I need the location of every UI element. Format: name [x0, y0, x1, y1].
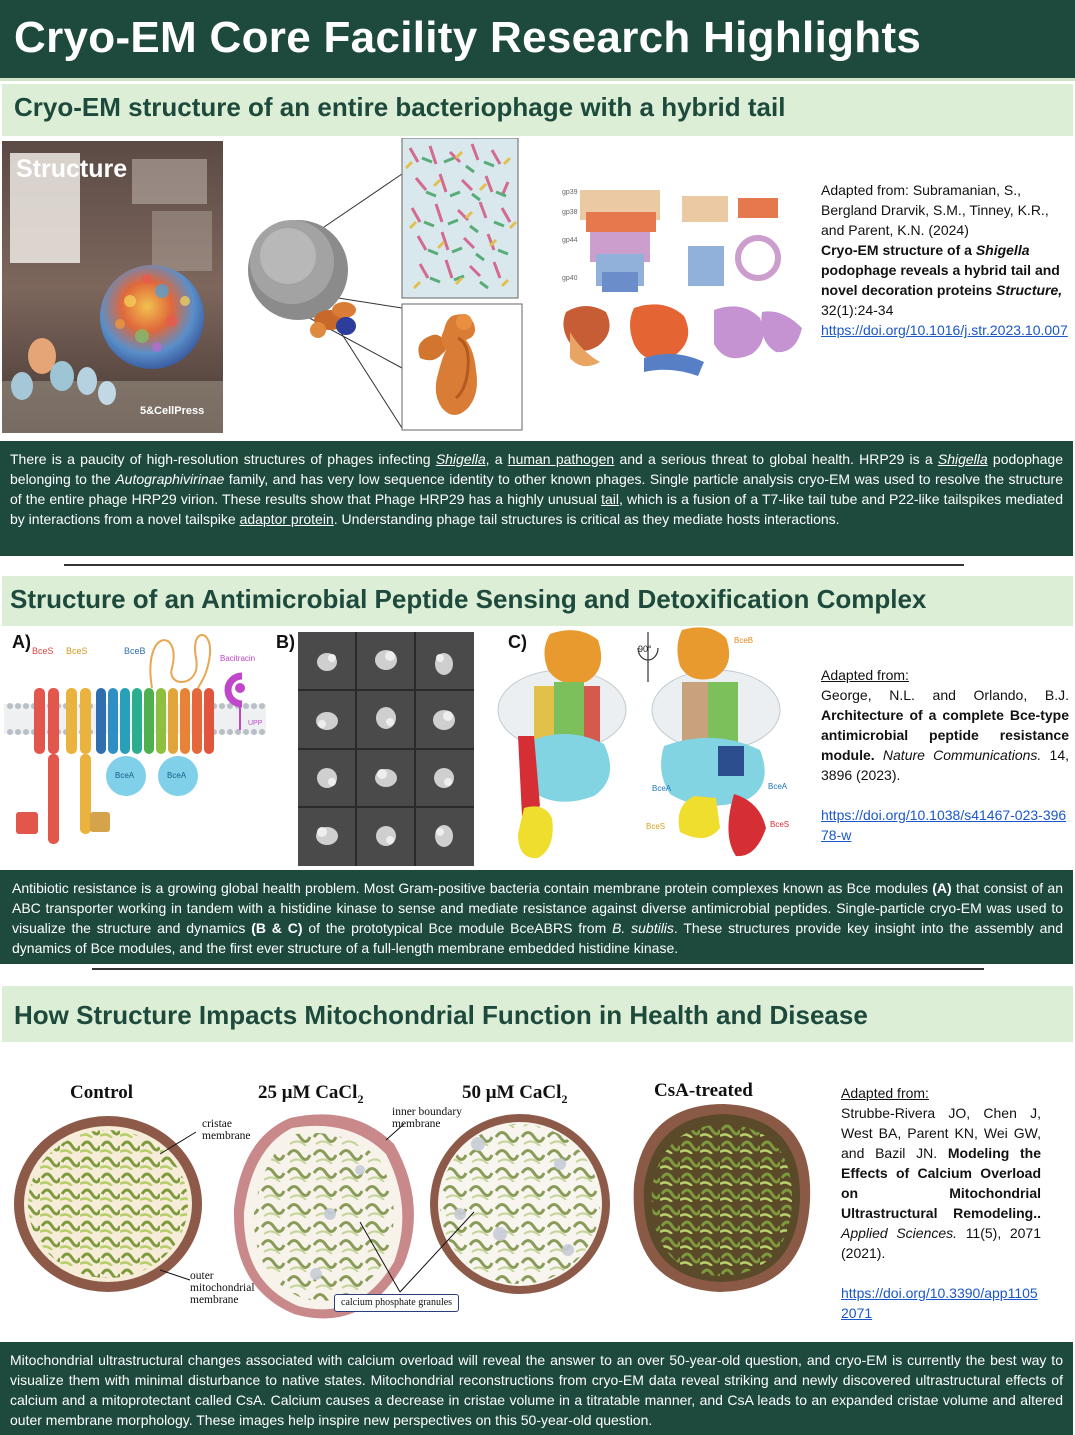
bces-label: BceS [32, 646, 54, 656]
inner-boundary-membrane-label: inner boundary membrane [392, 1106, 462, 1130]
tail-structure-panels [562, 182, 807, 380]
bceb-label: BceB [124, 646, 146, 656]
section-1-citation [821, 180, 1069, 340]
summary-1-text: family, and has very low sequence identity to other known phages. Single particle analysis cryo-EM was used to resolve the structure of the entire phage HRP29 virion. These results show that Phage HRP29 has a highly unusual [10, 471, 1063, 507]
section-2-header [2, 576, 1073, 626]
panel-a-label: A) [12, 632, 31, 652]
model-bceb-label: BceB [734, 636, 754, 645]
summary-1-shigella: Shigella [937, 451, 988, 467]
citation-3-volume: 11(5), 2071 (2021). [841, 1225, 1041, 1261]
summary-1-text: and a serious threat to global health. HRP29 is a [614, 451, 938, 467]
section-1-summary-box [0, 441, 1073, 556]
cacl50-text: 50 μM CaCl [462, 1082, 562, 1103]
summary-1-text: podophage belonging to the [10, 451, 1064, 487]
section-2-citation [821, 665, 1069, 845]
mitochondria-figure [0, 1074, 820, 1330]
summary-1-text: , which is a fusion of a T7-like tail tube and P22-like tailspikes mediated by interactions from a novel tailspike [10, 491, 1063, 527]
panel-c-label: C) [508, 632, 527, 652]
bacitracin-label: Bacitracin [220, 654, 256, 663]
citation-3-title: Modeling the Effects of Calcium Overload on Mitochondrial Ultrastructural Remodeling.. [841, 1145, 1042, 1221]
csa-treated-label: CsA-treated [654, 1080, 753, 1101]
summary-2-panel-ref: (A) [932, 880, 952, 896]
summary-2-text: . These structures provide key insight into the assembly and dynamics of Bce modules, and the first ever structure of a full-length membrane embedded histidine kinase. [12, 920, 1063, 956]
section-3-citation [841, 1083, 1041, 1323]
cryo-em-2d-classes [298, 632, 474, 866]
poster-title: Cryo-EM Core Facility Research Highlights [14, 13, 922, 62]
summary-2-text: Antibiotic resistance is a growing global health problem. Most Gram-positive bacteria contain membrane protein complexes known as Bce modules [12, 880, 933, 896]
model-bcea-label: BceA [652, 784, 672, 793]
citation-2-authors: George, N.L. and Orlando, B.J. [821, 687, 1069, 703]
bces-label: BceS [66, 646, 88, 656]
summary-1-text: . Understanding phage tail structures is critical as they mediate hosts interactions. [333, 511, 840, 527]
citation-1-title-italic: Shigella [975, 242, 1030, 258]
summary-2-species: B. subtilis [612, 920, 674, 936]
citation-1-title-a: Cryo-EM structure of a [821, 242, 976, 258]
citation-1-title-b: podophage reveals a hybrid tail and novel decoration proteins [821, 262, 1060, 298]
bcea-label: BceA [115, 771, 135, 780]
section-3-summary-box [0, 1342, 1073, 1435]
panel-b-label: B) [276, 632, 295, 652]
structure-journal-cover [2, 141, 223, 433]
citation-1-prefix: Adapted from: Subramanian, S., Bergland Drarvik, S.M., Tinney, K.R., and Parent, K.N. (2024) [821, 182, 1049, 238]
summary-1-shigella: Shigella [435, 451, 486, 467]
section-3-heading: How Structure Impacts Mitochondrial Function in Health and Disease [14, 1000, 868, 1030]
citation-1-doi-link[interactable]: https://doi.org/10.1016/j.str.2023.10.007 [821, 322, 1068, 338]
summary-1-text: There is a paucity of high-resolution structures of phages infecting [10, 451, 436, 467]
top-banner [0, 0, 1075, 81]
svg-text:gp44: gp44 [562, 237, 578, 244]
citation-1-journal: Structure, [996, 282, 1063, 298]
journal-cover-image [2, 141, 223, 433]
cacl25-text: 25 μM CaCl [258, 1082, 358, 1103]
summary-1-text: , a [485, 451, 508, 467]
citation-2-label: Adapted from: [821, 667, 909, 683]
section-1-header [2, 84, 1073, 136]
bce-membrane-schematic [4, 626, 266, 866]
citation-2-volume: 14, 3896 (2023). [821, 747, 1070, 783]
summary-2-text: that consist of an ABC transporter working in tandem with a histidine kinase to sense and mediate resistance against diverse antimicrobial peptides. Single-particle cryo-EM was used to visualize the structure and dynamics [12, 880, 1063, 936]
summary-1-tail: tail [601, 491, 619, 507]
summary-3-text: Mitochondrial ultrastructural changes associated with calcium overload will reveal the answer to an over 50-year-old question, and cryo-EM is currently the best way to visualize them with minimal disturbance to native states. Mitochondrial reconstructions from cryo-EM data reveal striking and newly discovered ultrastructural effects of calcium and a mitoprotectant called CsA. Calcium causes a decrease in cristae volume in a titratable manner, and CsA leads to an expanded cristae volume and altered outer membrane morphology. These images help inspire new perspectives on this 50-year-old question. [10, 1352, 1063, 1428]
bce-models-graphic [494, 626, 800, 870]
outer-membrane-label: outer mitochondrial membrane [190, 1270, 255, 1306]
section-divider [92, 968, 984, 970]
class-averages-graphic [298, 632, 474, 866]
cristae-membrane-label: cristae membrane [202, 1118, 251, 1142]
citation-2-doi-link[interactable]: https://doi.org/10.1038/s41467-023-39678-w [821, 807, 1067, 843]
summary-2-panel-ref: (B & C) [251, 920, 303, 936]
citation-3-journal: Applied Sciences. [841, 1225, 958, 1241]
upp-label: UPP [248, 720, 263, 727]
citation-3-authors: Strubbe-Rivera JO, Chen J, West BA, Parent KN, Wei GW, and Bazil JN. [841, 1105, 1041, 1161]
citation-3-label: Adapted from: [841, 1085, 929, 1101]
bce-cryo-em-models [494, 626, 800, 870]
cacl50-subscript: 2 [561, 1091, 568, 1106]
section-1-heading: Cryo-EM structure of an entire bacteriophage with a hybrid tail [14, 92, 786, 122]
phage-structure-figure [240, 138, 530, 433]
control-label: Control [70, 1082, 133, 1103]
citation-2-title: Architecture of a complete Bce-type antimicrobial peptide resistance module. [821, 707, 1069, 763]
section-2-summary-box [0, 870, 1073, 964]
svg-text:gp40: gp40 [562, 275, 578, 282]
citation-1-volume: 32(1):24-34 [821, 302, 894, 318]
summary-2-text: of the prototypical Bce module BceABRS from [302, 920, 613, 936]
section-3-header [2, 986, 1073, 1042]
cover-journal-title: Structure [16, 155, 128, 183]
citation-3-doi-link[interactable]: https://doi.org/10.3390/app11052071 [841, 1285, 1038, 1321]
model-bces-label: BceS [646, 822, 666, 831]
cover-publisher: 5&CellPress [140, 405, 205, 417]
phage-structure-graphic [240, 138, 530, 433]
section-divider [64, 564, 964, 566]
model-bces-label: BceS [770, 820, 790, 829]
section-2-heading: Structure of an Antimicrobial Peptide Sensing and Detoxification Complex [10, 584, 927, 614]
summary-1-adaptor-protein: adaptor protein [239, 511, 334, 527]
tail-structure-graphic [562, 182, 807, 380]
model-bcea-label: BceA [768, 782, 788, 791]
citation-2-journal: Nature Communications. [882, 747, 1042, 763]
bcea-label: BceA [167, 771, 187, 780]
svg-text:gp39: gp39 [562, 189, 578, 196]
summary-1-human-pathogen: human pathogen [507, 451, 615, 467]
rotation-label: 90° [638, 644, 652, 654]
summary-1-family: Autographivirinae [115, 471, 225, 487]
calcium-granules-label: calcium phosphate granules [334, 1294, 459, 1312]
cacl25-subscript: 2 [357, 1091, 364, 1106]
svg-text:gp38: gp38 [562, 209, 578, 216]
